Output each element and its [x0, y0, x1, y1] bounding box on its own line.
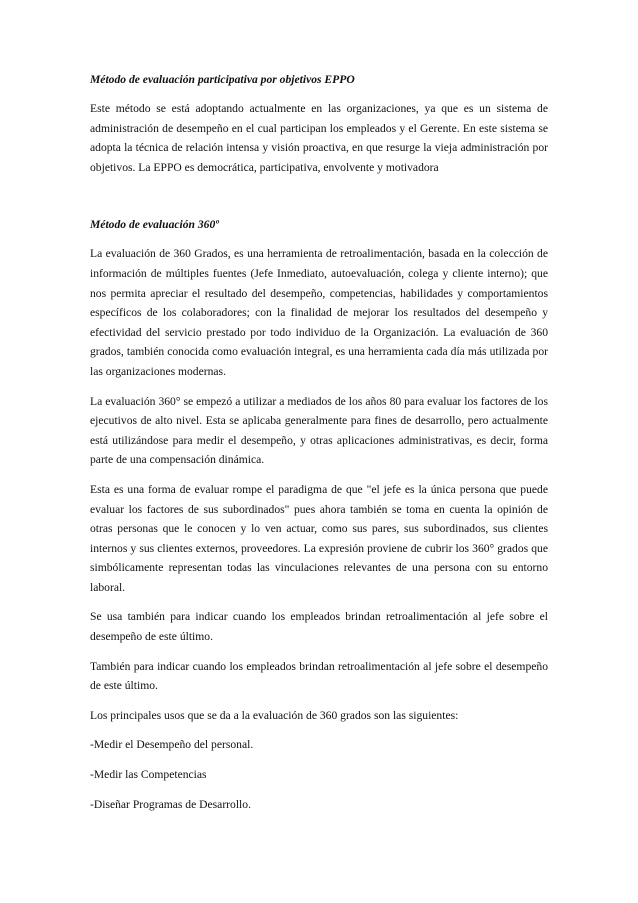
paragraph-360-uses-intro: Los principales usos que se da a la evaluación de 360 grados son las siguientes:: [90, 708, 459, 722]
paragraph-360-history: La evaluación 360° se empezó a utilizar a mediados de los años 80 para evaluar los factores de los ejecutivos de alto nivel. Esta se aplicaba generalmente para fines de desarrollo, pero actualmente está utilizándose para medir el desempeño, y otras aplicaciones administrativas, es decir, forma parte de una compensación dinámica.: [90, 394, 548, 467]
list-item-measure-competencies: -Medir las Competencias: [90, 768, 207, 782]
list-item-design-programs: -Diseñar Programas de Desarrollo.: [90, 797, 251, 811]
section-heading-eppo: Método de evaluación participativa por objetivos EPPO: [90, 73, 355, 86]
list-item-measure-performance: -Medir el Desempeño del personal.: [90, 738, 254, 752]
paragraph-360-paradigm: Esta es una forma de evaluar rompe el paradigma de que "el jefe es la única persona que puede evaluar los factores de sus subordinados" pues ahora también se toma en cuenta la opinión de otras personas que le conocen y lo ven actuar, como sus pares, sus subordinados, sus clientes internos y sus clientes externos, proveedores. La expresión proviene de cubrir los 360° grados que simbólicamente representan todas las vinculaciones relevantes de una persona con su entorno laboral.: [90, 482, 548, 594]
paragraph-360-feedback: Se usa también para indicar cuando los empleados brindan retroalimentación al jefe sobre el desempeño de este último.: [90, 610, 548, 644]
section-heading-360: Método de evaluación 360º: [90, 218, 219, 232]
paragraph-eppo: Este método se está adoptando actualmente en las organizaciones, ya que es un sistema de administración de desempeño en el cual participan los empleados y el Gerente. En este sistema se adopta la técnica de relación intensa y visión proactiva, en que resurge la vieja administración por objetivos. La EPPO es democrática, participativa, envolvente y motivadora: [90, 102, 548, 174]
paragraph-360-feedback-repeat: También para indicar cuando los empleados brindan retroalimentación al jefe sobre el desempeño de este último.: [90, 659, 548, 693]
paragraph-360-definition: La evaluación de 360 Grados, es una herramienta de retroalimentación, basada en la colección de información de múltiples fuentes (Jefe Inmediato, autoevaluación, colega y cliente interno); que nos permita apreciar el resultado del desempeño, competencias, habilidades y comportamientos específicos de los colaboradores; con la finalidad de mejorar los resultados del desempeño y efectividad del servicio prestado por todo individuo de la Organización. La evaluación de 360 grados, también conocida como evaluación integral, es una herramienta cada día más utilizada por las organizaciones modernas.: [90, 247, 548, 378]
document-page: [90, 70, 548, 824]
